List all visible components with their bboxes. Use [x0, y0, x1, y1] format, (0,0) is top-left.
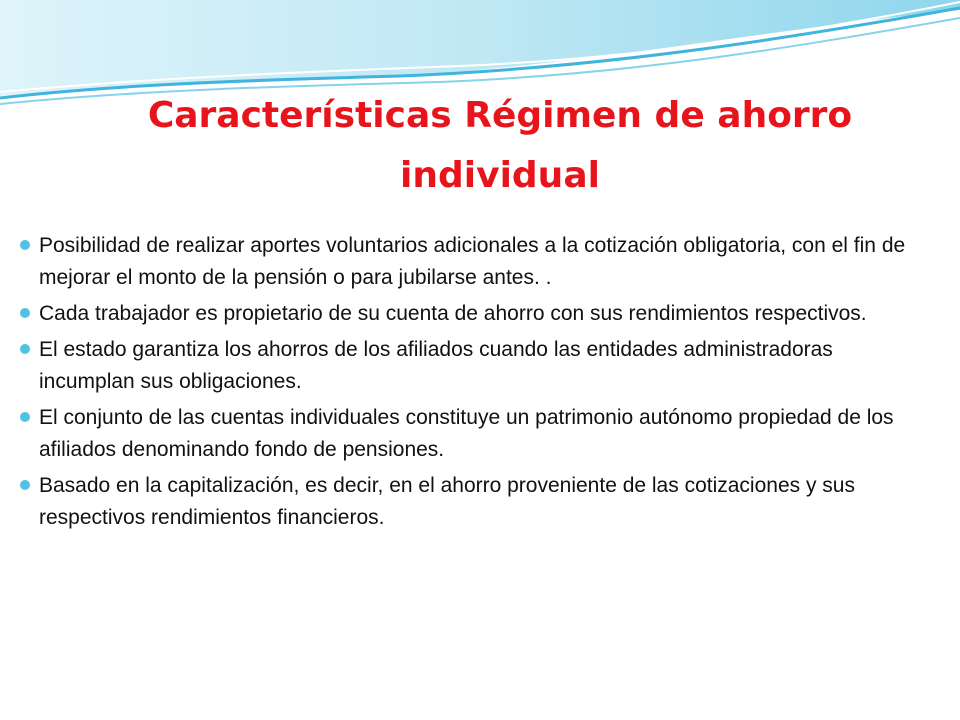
- bullet-item: [22, 230, 922, 294]
- bullet-dot-icon: [20, 412, 30, 422]
- bullet-dot-icon: [20, 308, 30, 318]
- bullet-item: [22, 470, 922, 534]
- bullet-text: Cada trabajador es propietario de su cuenta de ahorro con sus rendimientos respectivos.: [39, 302, 867, 325]
- bullet-list: [22, 230, 922, 538]
- bullet-text: Posibilidad de realizar aportes voluntarios adicionales a la cotización obligatoria, con el fin de mejorar el monto de la pensión o para jubilarse antes. .: [39, 234, 906, 289]
- bullet-text: Basado en la capitalización, es decir, en el ahorro proveniente de las cotizaciones y sus respectivos rendimientos financieros.: [39, 474, 855, 529]
- bullet-dot-icon: [20, 480, 30, 490]
- bullet-dot-icon: [20, 344, 30, 354]
- bullet-dot-icon: [20, 240, 30, 250]
- bullet-item: [22, 298, 922, 330]
- slide-title: Características Régimen de ahorro individual: [147, 95, 853, 196]
- bullet-text: El conjunto de las cuentas individuales constituye un patrimonio autónomo propiedad de los afiliados denominando fondo de pensiones.: [39, 406, 894, 461]
- bullet-item: [22, 402, 922, 466]
- bullet-text: El estado garantiza los ahorros de los afiliados cuando las entidades administradoras incumplan sus obligaciones.: [39, 338, 833, 393]
- bullet-item: [22, 334, 922, 398]
